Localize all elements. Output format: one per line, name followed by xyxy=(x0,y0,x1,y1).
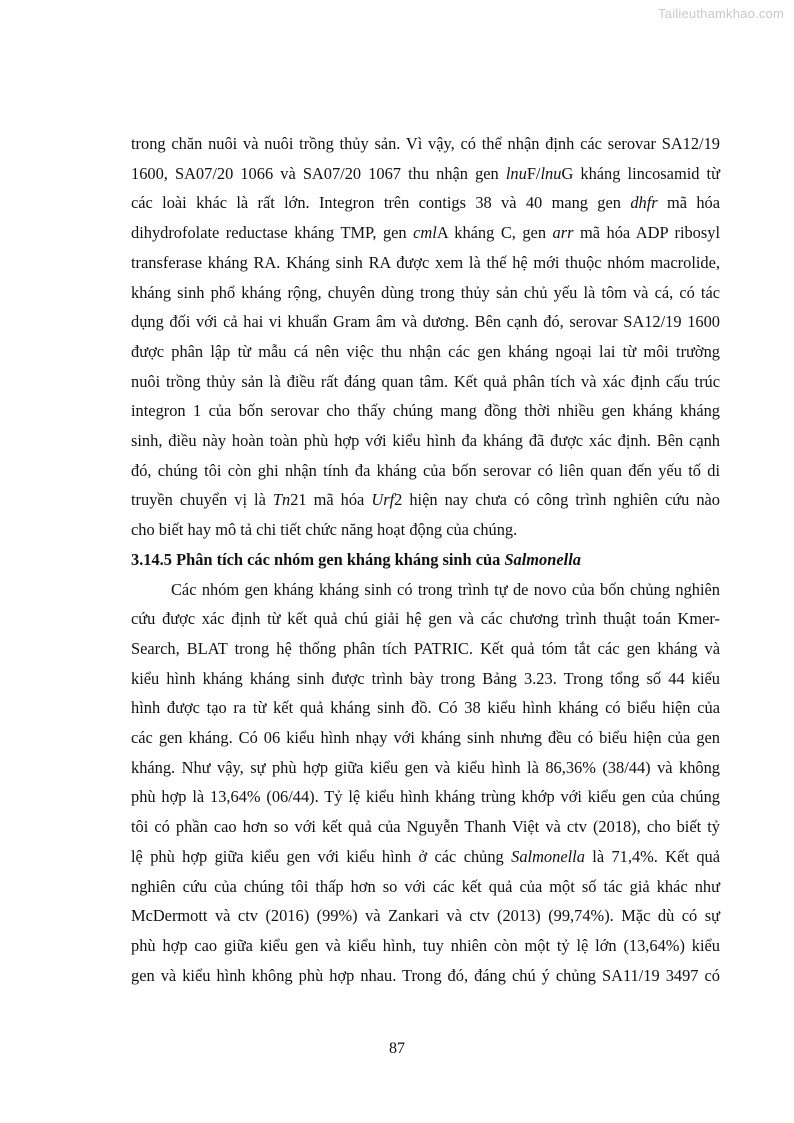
text-line: kháng. Như vậy, sự phù hợp giữa kiểu gen và kiểu hình là 86,36% (38/44) và không xyxy=(131,757,720,777)
text-run: lệ phù hợp giữa kiểu gen với kiểu hình ở các chủng xyxy=(131,846,512,866)
paragraph-integron-discussion xyxy=(131,129,720,545)
text-line xyxy=(131,842,720,872)
text-run: 1600, SA07/20 1066 và SA07/20 1067 thu nhận gen xyxy=(131,163,506,183)
text-line: nuôi trồng thủy sản là điều rất đáng quan tâm. Kết quả phân tích và xác định cấu trúc xyxy=(131,371,720,391)
watermark: Tailieuthamkhao.com xyxy=(658,6,784,21)
gene-name: lnu xyxy=(540,163,562,183)
heading-text: 3.14.5 Phân tích các nhóm gen kháng kháng sinh của xyxy=(131,549,505,569)
paragraph-resistance-genes xyxy=(131,575,720,991)
gene-name: cml xyxy=(413,223,437,243)
text-run: mã hóa ADP ribosyl xyxy=(573,223,721,243)
gene-name: dhfr xyxy=(630,193,658,213)
text-run: mã hóa xyxy=(657,193,720,213)
text-line: hình được tạo ra từ kết quả kháng sinh đồ. Có 38 kiểu hình kháng có biểu hiện của xyxy=(131,698,720,718)
gene-name: arr xyxy=(552,223,574,243)
text-line xyxy=(131,485,720,515)
page-number: 87 xyxy=(389,1040,405,1057)
text-line: nghiên cứu của chúng tôi thấp hơn so với các kết quả của một số tác giả khác như xyxy=(131,876,720,896)
text-line: phù hợp cao giữa kiểu gen và kiểu hình, tuy nhiên còn một tỷ lệ lớn (13,64%) kiểu xyxy=(131,935,720,955)
text-line: Các nhóm gen kháng kháng sinh có trong trình tự de novo của bốn chủng nghiên xyxy=(171,579,720,599)
transposon-name: Tn xyxy=(272,490,291,510)
text-line: đó, chúng tôi còn ghi nhận tính đa kháng của bốn serovar có liên quan đến yếu tố di xyxy=(131,460,720,480)
text-run: dihydrofolate reductase kháng TMP, gen xyxy=(131,223,414,243)
text-line: transferase kháng RA. Kháng sinh RA được xem là thế hệ mới thuộc nhóm macrolide, xyxy=(131,252,720,272)
genus-name: Salmonella xyxy=(511,846,585,866)
text-line: cho biết hay mô tả chi tiết chức năng hoạt động của chúng. xyxy=(131,520,518,540)
text-line: các gen kháng. Có 06 kiểu hình nhạy với kháng sinh nhưng đều có biểu hiện của gen xyxy=(131,728,720,748)
text-line: cứu được xác định từ kết quả chú giải hệ gen và các chương trình thuật toán Kmer- xyxy=(131,609,720,629)
text-run: 21 mã hóa xyxy=(290,490,372,510)
text-line: Search, BLAT trong hệ thống phân tích PATRIC. Kết quả tóm tắt các gen kháng và xyxy=(131,638,720,658)
text-line xyxy=(131,218,720,248)
text-line: sinh, điều này hoàn toàn phù hợp với kiểu hình đa kháng đã được xác định. Bên cạnh xyxy=(131,431,720,451)
text-line: kháng sinh phổ kháng rộng, chuyên dùng trong thủy sản chủ yếu là tôm và cá, có tác xyxy=(131,282,720,302)
text-line: McDermott và ctv (2016) (99%) và Zankari và ctv (2013) (99,74%). Mặc dù có sự xyxy=(131,906,720,926)
heading-genus: Salmonella xyxy=(504,549,581,569)
text-run: 2 hiện nay chưa có công trình nghiên cứu nào xyxy=(394,490,720,510)
text-line: tôi có phần cao hơn so với kết quả của Nguyễn Thanh Việt và ctv (2018), cho biết tỷ xyxy=(131,817,720,837)
text-run: G kháng lincosamid từ xyxy=(561,163,720,183)
text-run: là 71,4%. Kết quả xyxy=(584,846,720,866)
text-line: gen và kiểu hình không phù hợp nhau. Trong đó, đáng chú ý chủng SA11/19 3497 có xyxy=(131,965,720,985)
text-line: integron 1 của bốn serovar cho thấy chúng mang đồng thời nhiều gen kháng kháng xyxy=(131,401,720,421)
text-run: các loài khác là rất lớn. Integron trên contigs 38 và 40 mang gen xyxy=(131,193,631,213)
text-run: A kháng C, gen xyxy=(436,223,553,243)
text-run: F/ xyxy=(526,163,541,183)
text-line: được phân lập từ mẫu cá nên việc thu nhận các gen kháng ngoại lai từ môi trường xyxy=(131,341,720,361)
section-heading xyxy=(131,545,720,575)
text-line xyxy=(131,159,720,189)
gene-name: Urf xyxy=(371,490,395,510)
text-line: phù hợp là 13,64% (06/44). Tỷ lệ kiểu hình kháng trùng khớp với kiểu gen của chúng xyxy=(131,787,720,807)
text-run: truyền chuyển vị là xyxy=(131,490,273,510)
text-line: trong chăn nuôi và nuôi trồng thủy sản. Vì vậy, có thể nhận định các serovar SA12/19 xyxy=(131,134,720,153)
text-line: kiểu hình kháng kháng sinh được trình bày trong Bảng 3.23. Trong tổng số 44 kiểu xyxy=(131,668,720,688)
text-line xyxy=(131,188,720,218)
page-body xyxy=(131,129,720,990)
gene-name: lnu xyxy=(505,163,527,183)
text-line: dụng đối với cả hai vi khuẩn Gram âm và dương. Bên cạnh đó, serovar SA12/19 1600 xyxy=(131,312,720,332)
